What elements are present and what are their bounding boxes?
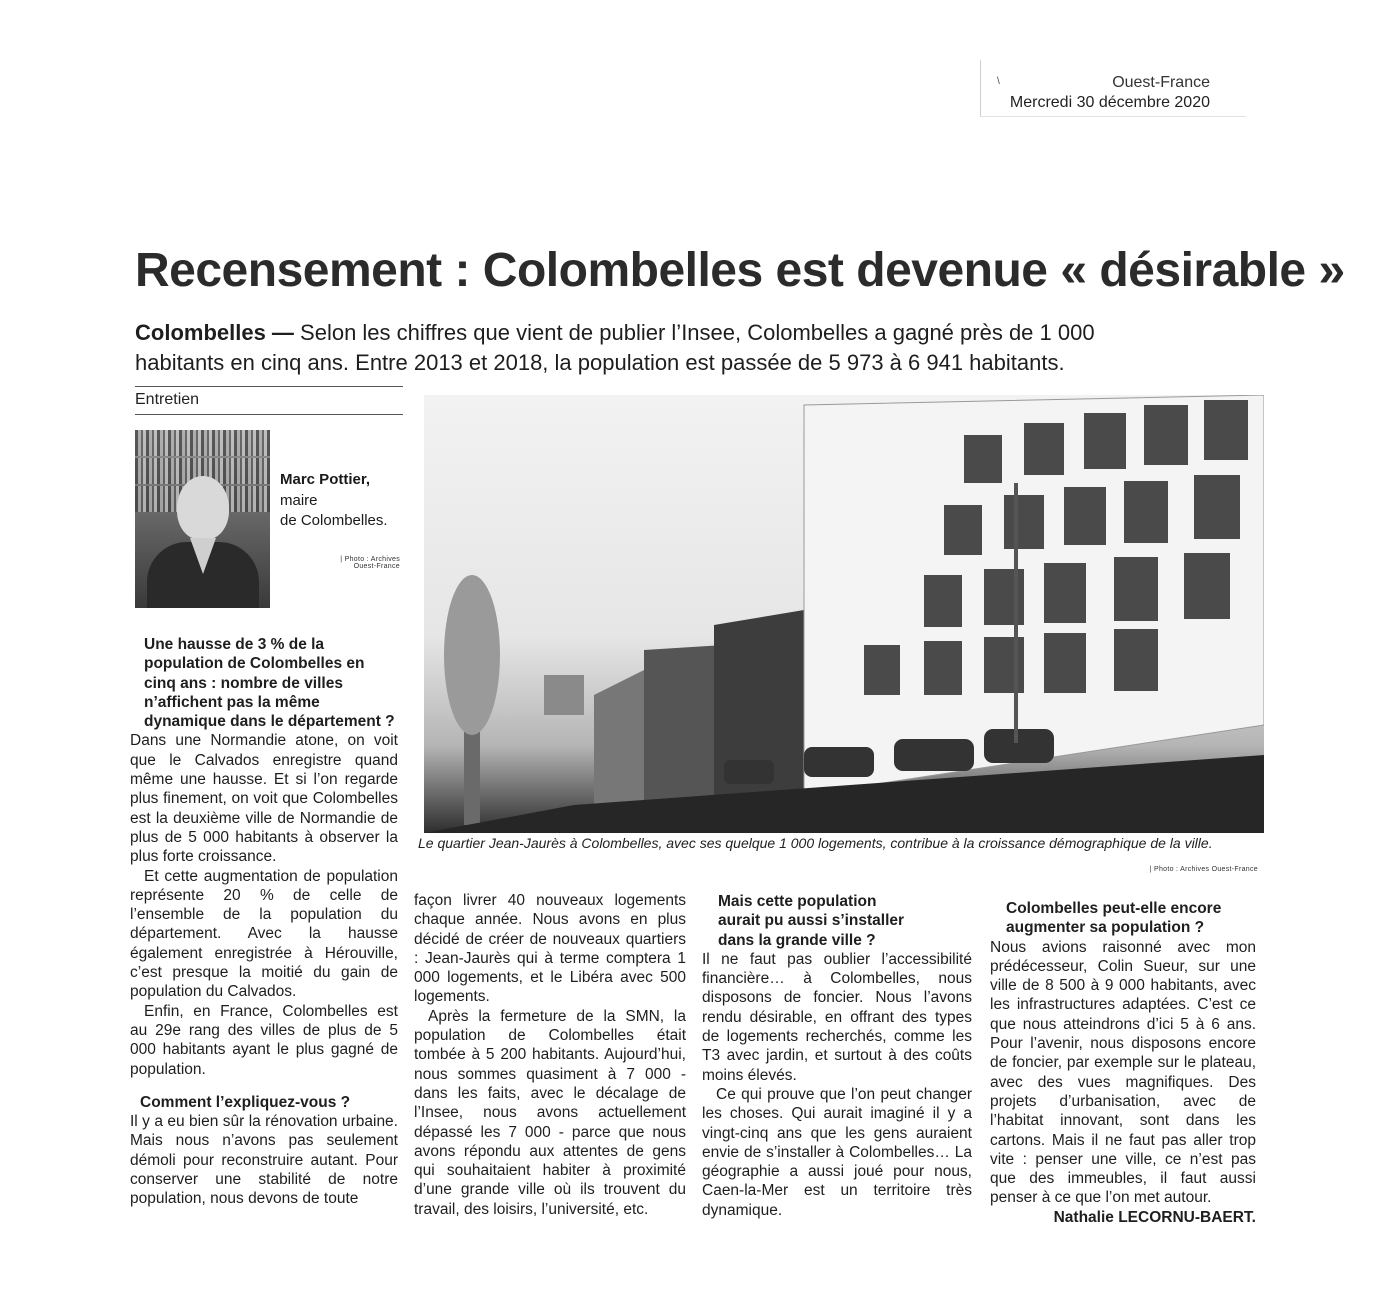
- answer-1-paragraph-3: Enfin, en France, Colombelles est au 29e rang des villes de plus de 5 000 habitants ayant le plus gagné de population.: [130, 1002, 398, 1078]
- lede: [135, 318, 1155, 378]
- answer-3-paragraph-1: Il ne faut pas oublier l’accessibilité financière… à Colombelles, nous disposons de foncier. Nous l’avons rendu désirable, en offrant des types de logements recherchés, comme les T3 avec jardin, et surtout à des coûts moins élevés.: [702, 950, 972, 1084]
- newspaper-name: Ouest-France: [1112, 74, 1210, 91]
- interviewee-role-line2: de Colombelles.: [280, 512, 388, 529]
- interviewee-role-line1: maire: [280, 492, 318, 509]
- street-lamp: [1014, 483, 1018, 743]
- question-4: Colombelles peut-elle encore augmenter sa population ?: [1006, 900, 1222, 937]
- answer-1-paragraph-1: Dans une Normandie atone, on voit que le Calvados enregistre quand même une hausse. Et si l’on regarde plus finement, on voit que Colombelles est la deuxième ville de Normandie de plus de 5 000 habitants à observer la plus forte croissance.: [130, 732, 398, 866]
- photo-credit: | Photo : Archives Ouest-France: [1149, 866, 1258, 873]
- lede-text: Selon les chiffres que vient de publier l’Insee, Colombelles a gagné près de 1 000 habitants en cinq ans. Entre 2013 et 2018, la population est passée de 5 973 à 6 941 habitants.: [135, 320, 1095, 375]
- interviewee-portrait: [135, 430, 270, 608]
- midrise-building: [644, 645, 724, 815]
- column-2-paragraph-1: façon livrer 40 nouveaux logements chaque année. Nous avons en plus décidé de créer de nouveaux quartiers : Jean-Jaurès qui à terme comptera 1 000 logements, et le Libéra avec 500 logements.: [414, 892, 686, 1006]
- masthead: [980, 60, 1246, 117]
- answer-1-paragraph-2: Et cette augmentation de population représente 20 % de celle de l’ensemble de la population du département. Avec la hausse également enregistrée à Hérouville, c’est presque la moitié du gain de population du Calvados.: [130, 867, 398, 1001]
- tree-foliage: [444, 575, 500, 735]
- article-photo: [424, 395, 1264, 833]
- publication-date: Mercredi 30 décembre 2020: [1009, 94, 1210, 111]
- article-column-3: [702, 892, 972, 1220]
- portrait-credit-line1: | Photo : Archives: [340, 556, 400, 563]
- article-column-2: [414, 891, 686, 1219]
- answer-2-paragraph-1: Il y a eu bien sûr la rénovation urbaine. Mais nous n’avons pas seulement démoli pour reconstruire autant. Pour conserver une stabilité de notre population, nous devons de toute: [130, 1113, 398, 1208]
- article-column-4: [990, 899, 1256, 1227]
- scan-mark: \: [997, 76, 1000, 87]
- interviewee-role: [280, 491, 388, 531]
- section-rule-bottom: [135, 414, 403, 415]
- question-1: Une hausse de 3 % de la population de Colombelles en cinq ans : nombre de villes n’affichent pas la même dynamique dans le département ?: [144, 636, 395, 731]
- lede-place: Colombelles —: [135, 320, 294, 345]
- portrait-credit: [328, 556, 400, 570]
- portrait-face: [177, 476, 229, 540]
- answer-3-paragraph-2: Ce qui prouve que l’on peut changer les choses. Qui aurait imaginé il y a vingt-cinq ans que les gens auraient envie de s’installer à Colombelles… La géographie a aussi joué pour nous, Caen-la-Mer est un territoire très dynamique.: [702, 1085, 972, 1219]
- question-3: Mais cette population aurait pu aussi s’installer dans la grande ville ?: [718, 893, 905, 949]
- section-label: Entretien: [135, 391, 200, 408]
- portrait-credit-line2: Ouest-France: [353, 563, 400, 570]
- section-rule-top: [135, 386, 403, 387]
- bookshelf: [135, 430, 270, 456]
- headline: Recensement : Colombelles est devenue « désirable »: [135, 244, 1345, 297]
- cooling-tower: [544, 675, 584, 715]
- article-column-1: [130, 635, 398, 1209]
- column-2-paragraph-2: Après la fermeture de la SMN, la population de Colombelles était tombée à 5 200 habitants. Aujourd’hui, nous sommes quasiment à 7 000 - dans les faits, avec le décalage de l’Insee, nous avons actuellement dépassé les 7 000 - parce que nous avons répondu aux attentes de gens qui souhaitaient habiter à proximité d’une grande ville où ils trouvent du travail, des loisirs, l’université, etc.: [414, 1007, 686, 1218]
- author-signature: Nathalie LECORNU-BAERT.: [1053, 1208, 1256, 1226]
- photo-caption: Le quartier Jean-Jaurès à Colombelles, avec ses quelque 1 000 logements, contribue à la croissance démographique de la ville.: [418, 835, 1213, 851]
- building-illustration: [424, 395, 1264, 833]
- question-2: Comment l’expliquez-vous ?: [140, 1093, 351, 1111]
- answer-4-paragraph-1: Nous avions raisonné avec mon prédécesseur, Colin Sueur, sur une ville de 8 500 à 9 000 habitants, avec les infrastructures adaptées. C’est ce que nous atteindrons d’ici 5 à 6 ans. Pour l’avenir, nous disposons encore de foncier, par exemple sur le plateau, avec des vues magnifiques. Des projets d’urbanisation, avec de l’habitat innovant, sont dans les cartons. Mais il ne faut pas aller trop vite : penser une ville, ce n’est pas que des immeubles, il faut aussi penser à ce que l’on met autour.: [990, 938, 1256, 1207]
- interviewee-name: Marc Pottier,: [280, 471, 371, 488]
